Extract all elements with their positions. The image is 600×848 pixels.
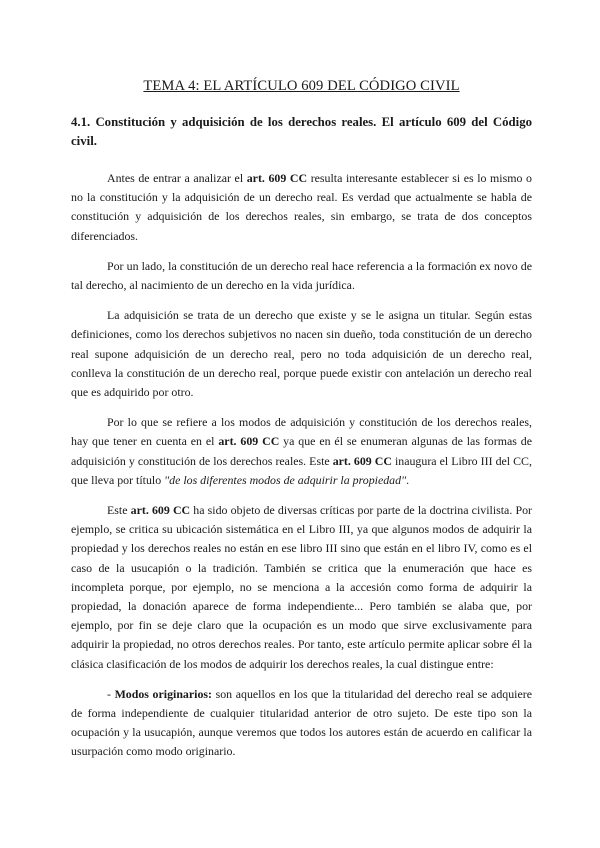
paragraph-text: ha sido objeto de diversas críticas por parte de la doctrina civilista. Por ejemplo, se critica su ubicación sistemática en el Libro III, ya que algunos modos de adquirir la propiedad y los derechos reales no están en ese libro III sino que están en el libro IV, como es el caso de la usucapión o la tradición. También se critica que la enumeración que hace es incompleta porque, por ejemplo, no se menciona a la accesión como forma de adquirir la propiedad, la donación aparece de forma independiente... Pero también se alaba que, por ejemplo, por fin se deje claro que la ocupación es un modo que sirve exclusivamente para adquirir la propiedad, no otros derechos reales. Por tanto, este artículo permite aplicar sobre él la clásica clasificación de los modos de adquirir los derechos reales, la cual distingue entre: — [71, 503, 532, 671]
paragraph-text: resulta interesante establecer si es lo mismo o no la constitución y la adquisición de un derecho real. Es verdad que actualmente se habla de constitución y adquisición de los derechos reales, sin embargo, se trata de dos conceptos diferenciados. — [71, 171, 532, 243]
paragraph-6 — [71, 685, 532, 762]
book-title-quote: "de los diferentes modos de adquirir la propiedad" — [164, 472, 407, 487]
term-heading: Modos originarios: — [114, 686, 212, 701]
page-title: TEMA 4: EL ARTÍCULO 609 DEL CÓDIGO CIVIL — [143, 78, 460, 94]
paragraph-text: Este — [107, 503, 131, 518]
article-reference: art. 609 CC — [218, 434, 280, 449]
article-reference: art. 609 CC — [246, 171, 308, 185]
paragraph-1 — [71, 169, 532, 246]
paragraph-2: Por un lado, la constitución de un derecho real hace referencia a la formación ex novo de tal derecho, al nacimiento de un derecho en la vida jurídica. — [71, 258, 532, 293]
paragraph-3: La adquisición se trata de un derecho que existe y se le asigna un titular. Según estas definiciones, como los derechos subjetivos no nacen sin dueño, toda constitución de un derecho real supone adquisición de un derecho real, pero no toda adquisición de un derecho real, conlleva la constitución de un derecho real, porque puede existir con antelación un derecho real que es adquirido por otro. — [71, 308, 532, 400]
paragraph-text: son aquellos en los que la titularidad del derecho real se adquiere de forma independiente de cualquier titularidad anterior de otro sujeto. De este tipo son la ocupación y la usucapión, aunque veremos que todos los autores están de acuerdo en calificar la usurpación como modo originario. — [71, 686, 532, 759]
paragraph-text: Antes de entrar a analizar el — [107, 171, 247, 185]
paragraph-4 — [71, 413, 532, 490]
article-reference: art. 609 CC — [130, 503, 191, 518]
paragraph-text: ya que en él se enumeran algunas de las formas de adquisición y constitución de los derechos reales. Este — [71, 434, 532, 468]
paragraph-text: . — [406, 472, 410, 487]
paragraph-text: inaugura el Libro III del CC, que lleva por título — [71, 453, 532, 487]
section-heading: 4.1. Constitución y adquisición de los derechos reales. El artículo 609 del Código civil. — [71, 115, 532, 148]
article-reference: art. 609 CC — [332, 453, 392, 468]
paragraph-text: Por lo que se refiere a los modos de adquisición y constitución de los derechos reales, hay que tener en cuenta en el — [71, 415, 532, 449]
list-bullet: - — [107, 686, 115, 701]
paragraph-5 — [71, 501, 532, 674]
